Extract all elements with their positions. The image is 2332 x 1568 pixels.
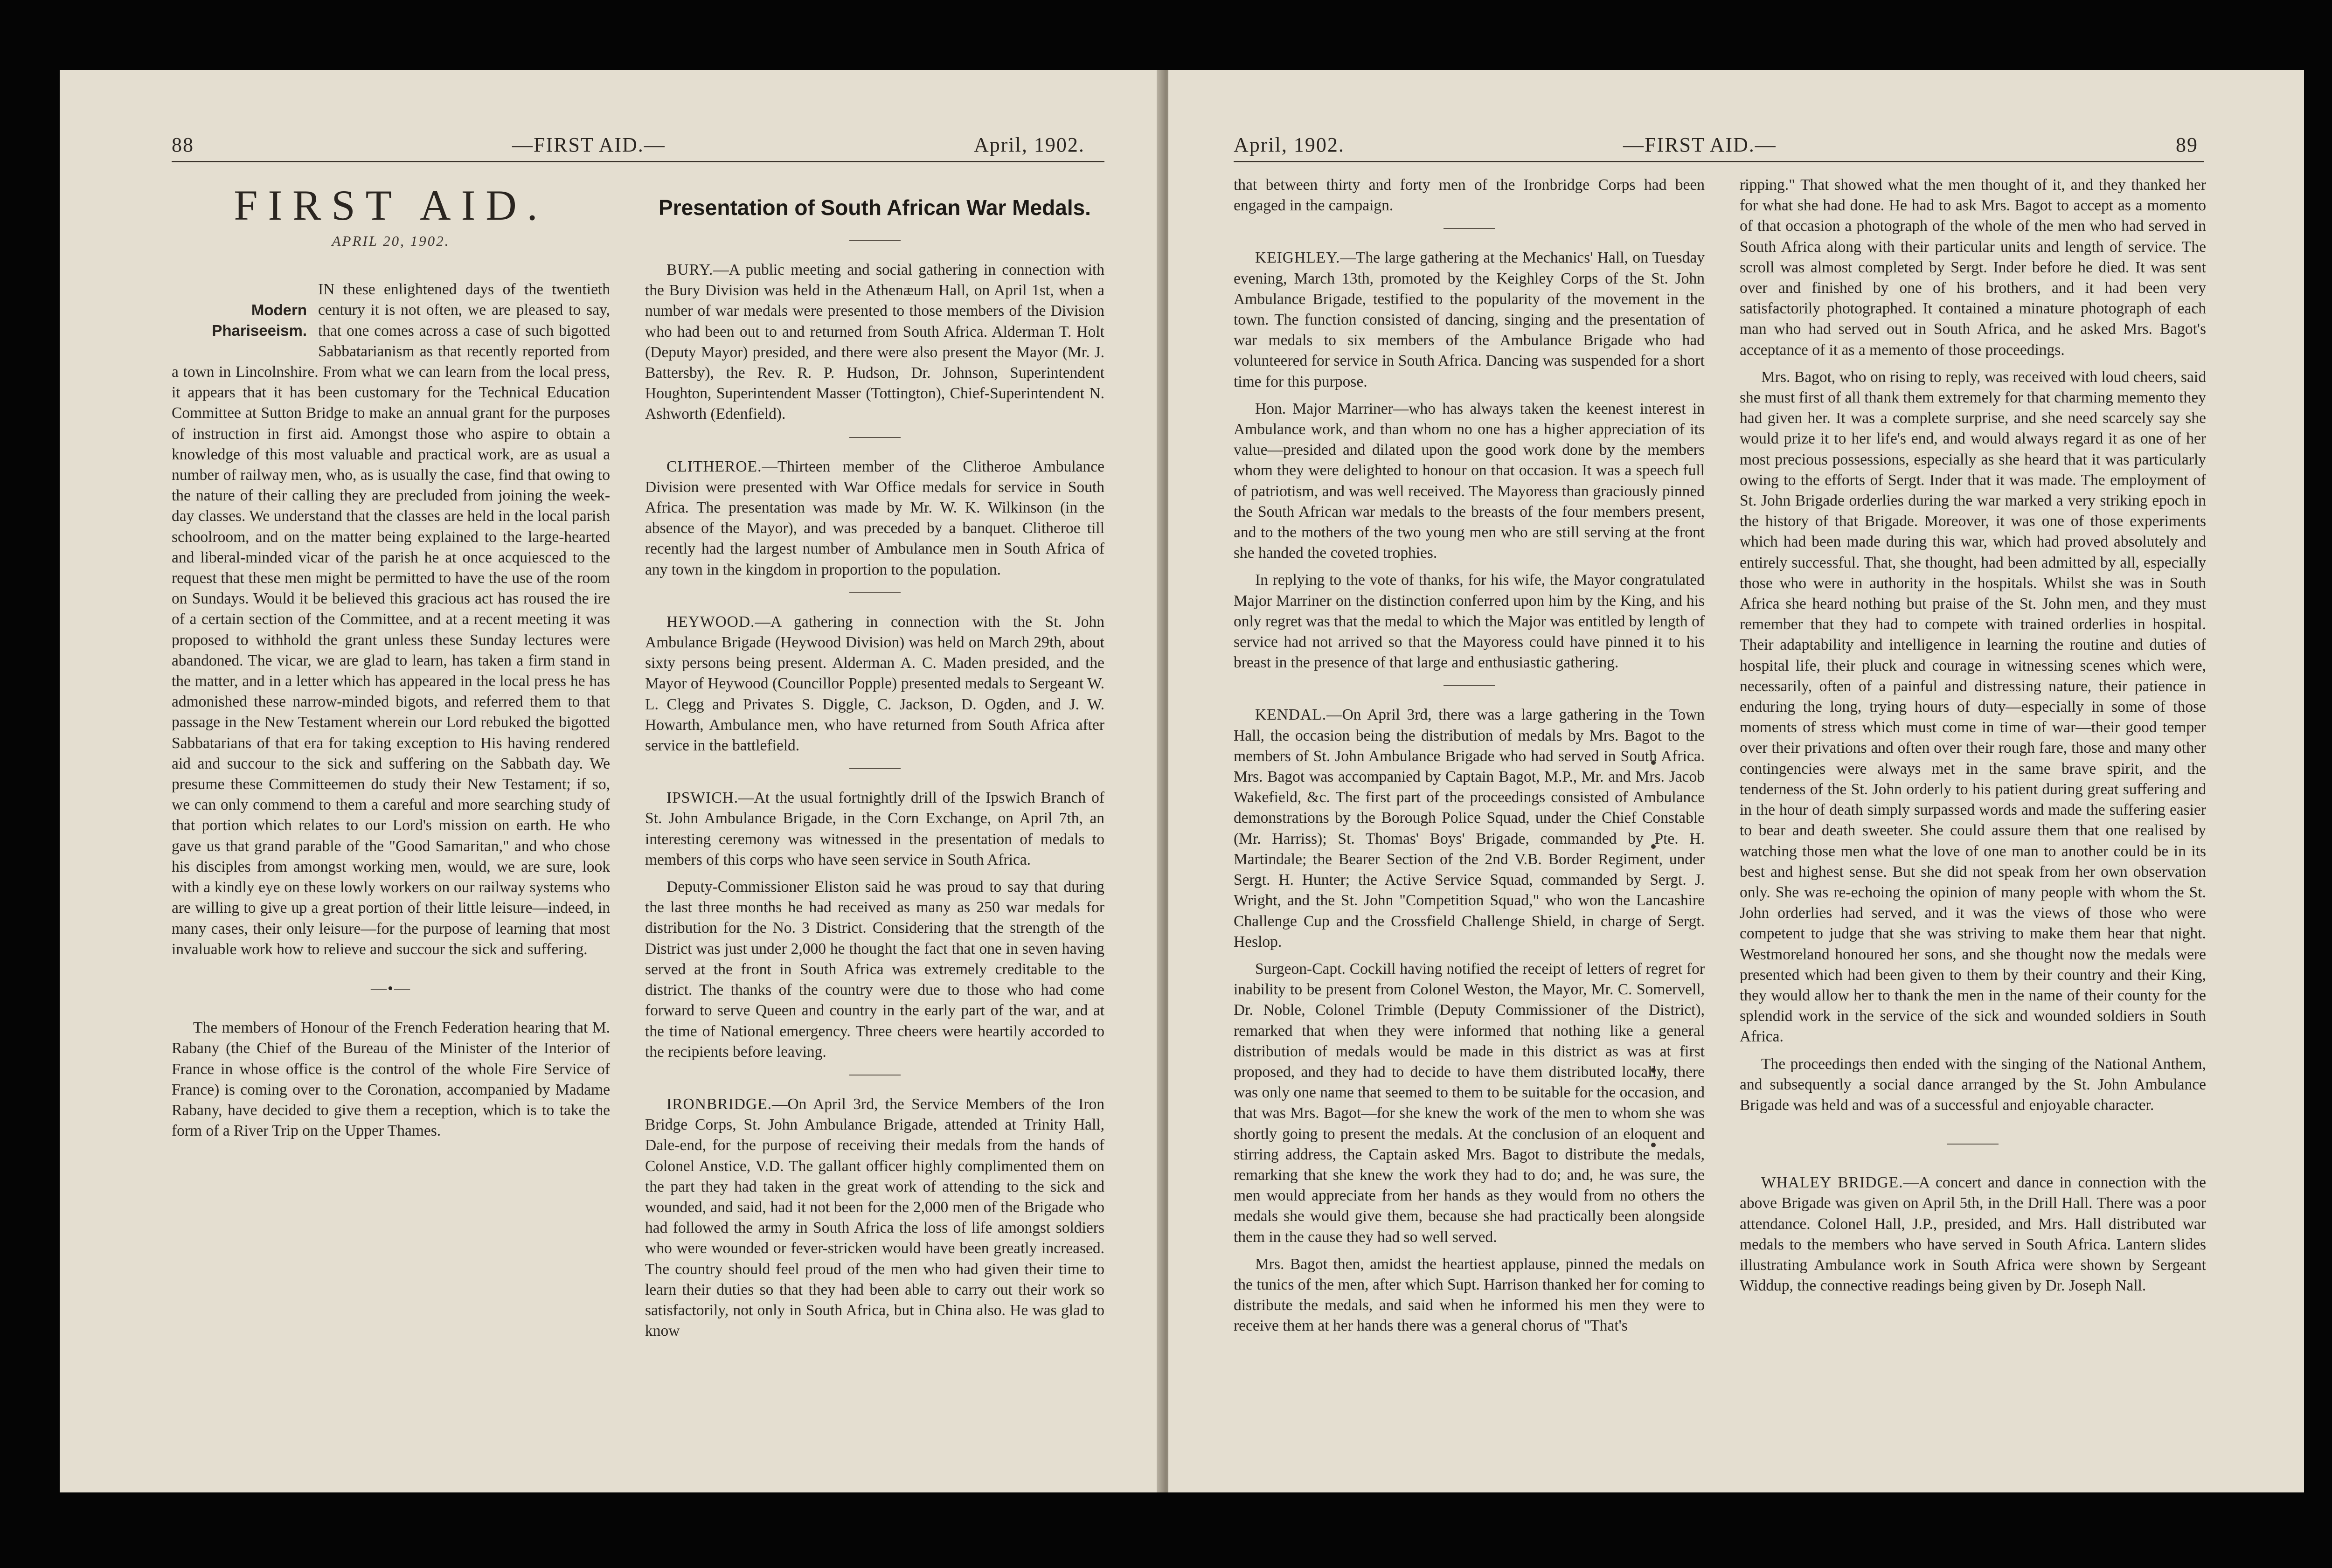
place-name: KENDAL. — [1255, 706, 1327, 724]
running-title: —FIRST AID.— — [512, 133, 666, 156]
french-federation-paragraph: The members of Honour of the French Federation hearing that M. Rabany (the Chief of the Bureau of the Minister of the Interior of France in whose office is the control of the whole Fire Service of France) is coming over to the Coronation, accompanied by Madame Rabany, have decided to give them a reception, which is to take the form of a River Trip on the Upper Thames. — [172, 1019, 610, 1140]
section-rule — [849, 592, 901, 593]
place-name: WHALEY BRIDGE. — [1761, 1174, 1903, 1192]
article-column — [645, 194, 1104, 1348]
ironbridge-continued: that between thirty and forty men of the Ironbridge Corps had been engaged in the campaign. — [1234, 176, 1705, 215]
article-title: Presentation of South African War Medals. — [659, 195, 1091, 220]
heywood-section: HEYWOOD.—A gathering in connection with the St. John Ambulance Brigade (Heywood Division) was held on March 29th, about sixty persons being present. Alderman A. C. Maden presided, and the Mayor of Heywood (Councillor Popple) presented medals to Sergeant W. L. Clegg and Privates S. Diggle, C. Jackson, D. Ogden, and J. W. Howarth, Ambulance men, who have returned from South Africa after service in the battlefield. — [645, 613, 1104, 755]
page-number: 88 — [172, 133, 194, 156]
running-date: April, 1902. — [1234, 133, 1345, 156]
header-rule — [172, 161, 1104, 162]
section-rule — [849, 437, 901, 438]
editorial-column — [172, 180, 610, 1148]
side-heading-line-1: Modern — [251, 301, 307, 319]
page-number: 89 — [2176, 133, 2198, 156]
ironbridge-section: IRONBRIDGE.—On April 3rd, the Service Members of the Iron Bridge Corps, St. John Ambulance Brigade, attended at Trinity Hall, Dale-end, for the purpose of receiving their medals from the hands of Colonel Anstice, V.D. The gallant officer highly complimented them on the part they had taken in the great work of attending to the sick and wounded, and said, had it not been for the 2,000 men of the Brigade who had followed the army in South Africa the loss of life amongst soldiers who were wounded or fever-stricken would have been greatly increased. The country should feel proud of the men who had given their time to learn their duties so that they had been able to carry out their work so satisfactorily, not only in South Africa, but in China also. He was glad to know — [645, 1095, 1104, 1340]
whaley-bridge-section: WHALEY BRIDGE.—A concert and dance in connection with the above Brigade was given on April 5th, in the Drill Hall. There was a poor attendance. Colonel Hall, J.P., presided, and Mrs. Hall distributed war medals to the members who have served in South Africa. Lantern slides illustrating Ambulance work in South Africa were shown by Sergeant Widdup, the connective readings being given by Dr. Joseph Nall. — [1740, 1174, 2206, 1295]
place-name: KEIGHLEY. — [1255, 249, 1340, 267]
right-page — [1168, 70, 2304, 1492]
section-rule — [1947, 1144, 1999, 1145]
keighley-paragraph: Hon. Major Marriner—who has always taken the keenest interest in Ambulance work, and than whom no one has a higher appreciation of its value—presided and dilated upon the good work done by the members whom they were delighted to honour on that occasion. It was a speech full of patriotism, and was well received. The Mayoress than graciously pinned the South African war medals to the breasts of the four members present, and to the mothers of the two young men who are still serving at the front she handed the coveted trophies. — [1234, 400, 1705, 562]
keighley-section: KEIGHLEY.—The large gathering at the Mechanics' Hall, on Tuesday evening, March 13th, promoted by the Keighley Corps of the St. John Ambulance Brigade, testified to the popularity of the movement in the town. The function consisted of dancing, singing and the presentation of war medals to six members of the Ambulance Brigade who had volunteered for service in South Africa. Dancing was suspended for a short time for this purpose. — [1234, 249, 1705, 390]
bury-section: BURY.—A public meeting and social gathering in connection with the Bury Division was held in the Athenæum Hall, on April 1st, when a number of war medals were presented to those members of the Division who had been out to and returned from South Africa. Alderman T. Holt (Deputy Mayor) presided, and there were also present the Mayor (Mr. J. Battersby), the Rev. R. P. Hudson, Dr. Johnson, Superintendent Houghton, Superintendent Masser (Tottington), Chief-Superintendent N. Ashworth (Edenfield). — [645, 261, 1104, 423]
right-column-2 — [1740, 175, 2206, 1303]
kendal-paragraph: The proceedings then ended with the singing of the National Anthem, and subsequently a social dance arranged by the St. John Ambulance Brigade was held and was of a successful and enjoyable character. — [1740, 1055, 2206, 1114]
masthead: FIRST AID. — [234, 181, 548, 229]
running-title: —FIRST AID.— — [1623, 133, 1777, 156]
place-name: HEYWOOD. — [666, 613, 755, 631]
ipswich-section-continued: Deputy-Commissioner Eliston said he was proud to say that during the last three months he had received as many as 250 war medals for distribution for the No. 3 District. Considering that the strength of the District was just under 2,000 he thought the fact that one in seven having served at the front in South Africa was extremely creditable to the district. The thanks of the country were due to those who had come forward to serve Queen and country in the early part of the war, and at the time of National emergency. Three cheers were heartily accorded to the recipients before leaving. — [645, 878, 1104, 1061]
dateline: APRIL 20, 1902. — [332, 233, 450, 249]
running-date: April, 1902. — [974, 133, 1085, 156]
header-rule — [1234, 161, 2204, 162]
place-name: CLITHEROE. — [666, 458, 762, 475]
kendal-continued: ripping." That showed what the men thought of it, and they thanked her for what she had done. He had to ask Mrs. Bagot to accept as a momento of that occasion a photograph of the whole of the men who had served in South Africa along with their particular units and length of service. The scroll was almost completed by Sergt. Inder before he died. It was sent over and finished by one of his brothers, and it had been very satisfactorily photographed. It contained a minature photograph of each man who had served out in South Africa, and he asked Mrs. Bagot's acceptance of it as a memento of those proceedings. — [1740, 176, 2206, 359]
section-rule — [1444, 228, 1495, 229]
keighley-paragraph: In replying to the vote of thanks, for his wife, the Mayor congratulated Major Marriner on the distinction conferred upon him by the King, and his only regret was that the medal to which the Major was entitled by length of service had not arrived so that the Mayoress could have pinned it to his breast in the presence of that large and enthusiastic gathering. — [1234, 571, 1705, 672]
section-rule — [1444, 685, 1495, 686]
editorial-side-heading — [172, 300, 307, 341]
clitheroe-section: CLITHEROE.—Thirteen member of the Clitheroe Ambulance Division were presented with War Office medals for service in South Africa. The presentation was made by Mr. W. K. Wilkinson (in the absence of the Mayor), and was preceded by a banquet. Clitheroe till recently had the largest number of Ambulance men in South Africa of any town in the kingdom in proportion to the population. — [645, 458, 1104, 578]
kendal-section: KENDAL.—On April 3rd, there was a large gathering in the Town Hall, the occasion being the distribution of medals by Mrs. Bagot to the members of St. John Ambulance Brigade who had served in South Africa. Mrs. Bagot was accompanied by Captain Bagot, M.P., Mr. and Mrs. Jacob Wakefield, &c. The first part of the proceedings consisted of Ambulance demonstrations by the Borough Police Squad, under the Chief Constable (Mr. Harriss); St. Thomas' Boys' Brigade, commanded by Pte. H. Martindale; the Bearer Section of the 2nd V.B. Border Regiment, under Sergt. H. Hunter; the Active Service Squad, commanded by Sergt. J. Wright, and the St. John "Competition Squad," who won the Lancashire Challenge Cup and the Crossfield Challenge Shield, in charge of Sergt. Heslop. — [1234, 706, 1705, 951]
kendal-paragraph: Surgeon-Capt. Cockill having notified the receipt of letters of regret for inability to be present from Colonel Weston, the Mayor, Mr. C. Somervell, Dr. Noble, Colonel Trimble (Deputy Commissioner of the District), remarked that when they were informed that nothing like a general distribution of medals would be made in this district as was at first proposed, and they had to decide to have them distributed locally, there was only one name that seemed to them to be suitable for the occasion, and that was Mrs. Bagot—for she knew the work of the men to whom she was shortly going to present the medals. At the conclusion of an eloquent and stirring address, the Captain asked Mrs. Bagot to distribute the medals, remarking that she knew the work they had to do; and, he was sure, the men would appreciate from her hands as they would from no others the medals she would give them, because she had practically been alongside them in the cause they had so well served. — [1234, 960, 1705, 1246]
place-name: IRONBRIDGE. — [666, 1095, 772, 1113]
editorial-paragraph: IN these enlightened days of the twentieth century it is not often, we are pleased to say, that one comes across a case of such bigotted Sabbatarianism as that recently reported from a town in Lincolnshire. From what we can learn from the local press, it appears that it has been customary for the Technical Education Committee at Sutton Bridge to make an annual grant for the purposes of instruction in first aid. Amongst those who aspire to obtain a knowledge of this most valuable and practical work, are as usual a number of railway men, who, as is usually the case, find that owing to the nature of their calling they are precluded from joining the week-day classes. We understand that the classes are held in the local parish schoolroom, and on the matter being explained to the large-hearted and liberal-minded vicar of the parish he at once acquiesced to the request that these men might be permitted to have the use of the room on Sundays. Would it be believed this gracious act has roused the ire of a certain section of the Committee, and at a recent meeting it was proposed to withhold the grant unless these Sunday lectures were abandoned. The vicar, we are glad to learn, has taken a firm stand in the matter, and in a letter which has appeared in the local press he has admonished these narrow-minded bigots, and referred them to that passage in the New Testament wherein our Lord rebuked the bigotted Sabbatarians of that era for taking exception to His having rendered aid and succour to the sick and suffering on the Sabbath day. We presume these Committeemen do study their New Testament; if so, we can only commend to them a careful and more searching study of that portion which relates to our Lord's mission on earth. He who gave us that grand parable of the "Good Samaritan," and who chose his disciples from amongst working men, would, we are sure, look with a kindly eye on these lowly workers on our railway systems who are willing to give up a great portion of their little leisure—indeed, in many cases, their only leisure—for the purpose of learning that most invaluable work how to relieve and succour the sick and suffering. — [172, 281, 610, 958]
kendal-paragraph: Mrs. Bagot then, amidst the heartiest applause, pinned the medals on the tunics of the men, after which Supt. Harrison thanked her for coming to distribute the medals, and said when he informed his men they were to receive them at her hands there was a general chorus of "That's — [1234, 1255, 1705, 1335]
kendal-paragraph: Mrs. Bagot, who on rising to reply, was received with loud cheers, said she must first of all thank them extremely for that charming memento they had given her. It was a complete surprise, and she need scarcely say she would prize it to her life's end, and would always regard it as one of her most precious possessions, especially as she heard that it was particularly owing to the efforts of Sergt. Inder that it was made. The employment of St. John Brigade orderlies during the war marked a very striking epoch in the history of that Brigade. Moreover, it was one of those experiments which had been made during this war, which had proved absolutely and entirely successful. That, she thought, had been admitted by all, especially those who were in authority in the hospitals. Whilst she was in South Africa she heard nothing but praise of the St. John men, and they must remember that they had to compete with trained orderlies in hospital. Their adaptability and intelligence in learning the routine and duties of hospital life, their pluck and courage in witnessing scenes which were, necessarily, often of a painful and distressing nature, their patience in enduring the long, trying hours of duty—especially in some of those moments of stress which must come in time of war—their good temper over their privations and often over their rough fare, those and many other contingencies were always met in the same brave spirit, and the tenderness of the St. John orderly to his patient during great suffering and in the hour of death simply surpassed words and made the suffering easier to bear and death sweeter. She could assure them that one realised by watching those men what the love of one man to another could be in its best and highest sense. But she did not speak from her own observation only. She was re-echoing the opinion of many people with whom the St. John orderlies had served, and it was the views of those who were competent to judge that she was striving to make them hear that night. Westmoreland honoured her sons, and she thought now the medals were presented which had been given to them by their country and their King, they would allow her to thank the men in the name of their county for the splendid work in the service of the sick and wounded soldiers in South Africa. — [1740, 368, 2206, 1046]
title-rule — [849, 240, 901, 241]
left-page — [60, 70, 1164, 1492]
place-name: IPSWICH. — [666, 789, 739, 807]
side-heading-line-2: Phariseeism. — [212, 322, 307, 340]
section-rule — [849, 768, 901, 769]
right-column-1 — [1234, 175, 1705, 1343]
ipswich-section: IPSWICH.—At the usual fortnightly drill of the Ipswich Branch of St. John Ambulance Brigade, in the Corn Exchange, on April 7th, an interesting ceremony was witnessed in the presentation of medals to members of this corps who have seen service in South Africa. — [645, 789, 1104, 868]
place-name: BURY. — [666, 261, 714, 278]
section-ornament: —•— — [371, 979, 411, 997]
